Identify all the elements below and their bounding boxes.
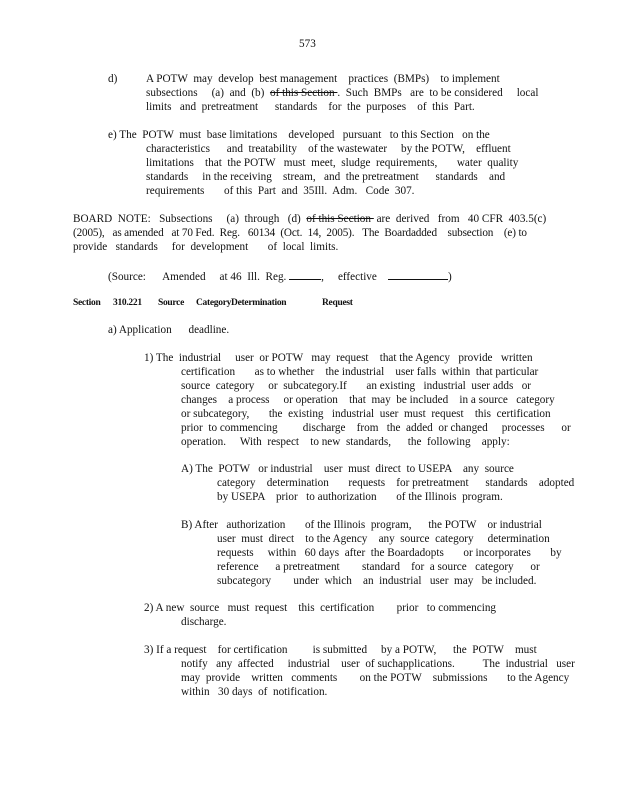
- item-B-line-1: B) After authorization of the Illinois program, the POTW or industrial: [181, 519, 542, 531]
- para-d-struck-text: of this Section: [269, 87, 338, 99]
- page-number: 573: [299, 38, 316, 50]
- item-1-line-7: operation. With respect to new standards, the following apply:: [181, 436, 510, 448]
- item-1-line-3: source category or subcategory.If an existing industrial user adds or: [181, 380, 532, 392]
- source-middle: , effective: [321, 271, 377, 283]
- register-page-blank: [289, 269, 321, 280]
- para-d-marker: d): [108, 73, 118, 85]
- board-note-text-a: BOARD NOTE: Subsections (a) through (d): [73, 213, 307, 225]
- item-2-line-2: discharge.: [181, 616, 227, 628]
- item-2-line-1: 2) A new source must request this certification prior to commencing: [144, 602, 497, 614]
- section-number: 310.221: [113, 298, 142, 308]
- item-B-line-4: reference a pretreatment standard for a source category or: [217, 561, 540, 573]
- item-1-line-5: or subcategory, the existing industrial user must request this certification: [181, 408, 551, 420]
- para-d-line-2-text-b: . Such BMPs are to be considered local: [337, 87, 539, 99]
- item-3-line-4: within 30 days of notification.: [181, 686, 328, 698]
- section-title-word-2: CategoryDetermination: [196, 298, 287, 308]
- para-e-line-4: standards in the receiving stream, and the pretreatment standards and: [146, 171, 506, 183]
- section-title-word-3: Request: [322, 298, 353, 308]
- para-d-line-1: A POTW may develop best management practices (BMPs) to implement: [146, 73, 500, 85]
- item-A-line-3: by USEPA prior to authorization of the Illinois program.: [217, 491, 503, 503]
- subsection-a-heading: a) Application deadline.: [108, 324, 230, 336]
- para-d-line-2-text-a: subsections (a) and (b): [146, 87, 270, 99]
- item-3-line-3: may provide written comments on the POTW submissions to the Agency: [181, 672, 570, 684]
- board-note-struck-text: of this Section: [306, 213, 374, 225]
- item-1-line-2: certification as to whether the industrial user falls within that particular: [181, 366, 539, 378]
- para-e-line-3: limitations that the POTW must meet, sludge requirements, water quality: [146, 157, 519, 169]
- section-label: Section: [73, 298, 101, 308]
- board-note-text-b: are derived from 40 CFR 403.5(c): [373, 213, 547, 225]
- item-A-line-2: category determination requests for pretreatment standards adopted: [217, 477, 575, 489]
- effective-date-blank: [388, 269, 448, 280]
- item-B-line-5: subcategory under which an industrial user may be included.: [217, 575, 537, 587]
- item-1-line-1: 1) The industrial user or POTW may request that the Agency provide written: [144, 352, 533, 364]
- para-e-line-1: e) The POTW must base limitations developed pursuant to this Section on the: [108, 129, 490, 141]
- para-e-line-2: characteristics and treatability of the wastewater by the POTW, effluent: [146, 143, 511, 155]
- board-note-line-3: provide standards for development of local limits.: [73, 241, 339, 253]
- source-line: [108, 269, 452, 284]
- section-title-word-1: Source: [158, 298, 184, 308]
- item-1-line-4: changes a process or operation that may be included in a source category: [181, 394, 555, 406]
- para-d-line-2: [146, 87, 538, 100]
- item-A-line-1: A) The POTW or industrial user must direct to USEPA any source: [181, 463, 514, 475]
- item-B-line-2: user must direct to the Agency any source category determination: [217, 533, 550, 545]
- source-suffix: ): [448, 271, 452, 283]
- para-d-line-3: limits and pretreatment standards for the purposes of this Part.: [146, 101, 475, 113]
- board-note-line-1: [73, 213, 546, 226]
- item-3-line-1: 3) If a request for certification is submitted by a POTW, the POTW must: [144, 644, 537, 656]
- para-e-line-5: requirements of this Part and 35Ill. Adm. Code 307.: [146, 185, 415, 197]
- item-B-line-3: requests within 60 days after the Boardadopts or incorporates by: [217, 547, 562, 559]
- item-3-line-2: notify any affected industrial user of suchapplications. The industrial user: [181, 658, 575, 670]
- item-1-line-6: prior to commencing discharge from the added or changed processes or: [181, 422, 571, 434]
- board-note-line-2: (2005), as amended at 70 Fed. Reg. 60134 (Oct. 14, 2005). The Boardadded subsection (e) to: [73, 227, 527, 239]
- source-prefix: (Source: Amended at 46 Ill. Reg.: [108, 271, 287, 283]
